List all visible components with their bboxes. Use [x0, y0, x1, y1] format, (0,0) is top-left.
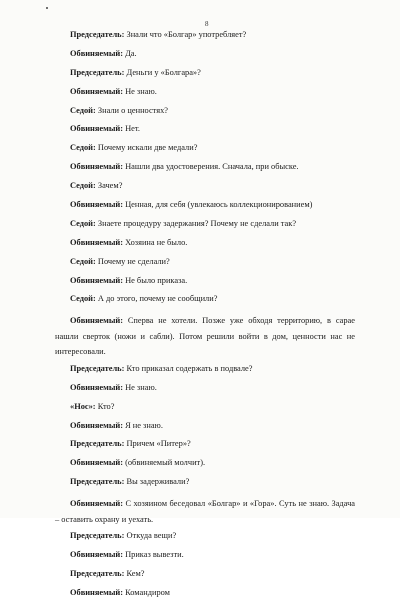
speaker-name: Седой:: [70, 294, 96, 304]
utterance-text: Кто приказал содержать в подвале?: [124, 363, 253, 373]
utterance-text: Кем?: [124, 568, 145, 578]
speaker-name: Седой:: [70, 218, 96, 228]
speaker-name: Обвиняемый:: [70, 458, 123, 468]
transcript-line: [0, 30, 400, 49]
utterance-text: Знаете процедуру задержания? Почему не сделали так?: [95, 218, 297, 228]
utterance-text: Приказ вывезти.: [122, 549, 184, 559]
transcript-line: [0, 588, 400, 607]
transcript-line: [0, 143, 400, 162]
speaker-name: Председатель:: [70, 67, 125, 77]
utterance-text: Почему не сделали?: [95, 256, 170, 266]
speaker-name: Обвиняемый:: [70, 200, 123, 210]
utterance-text: Да.: [122, 48, 137, 58]
utterance-text: Знали что «Болгар» употребляет?: [124, 30, 247, 39]
utterance-text: С хозяином беседовал «Болгар» и «Гора». Суть не знаю. Задача – оставить охрану и уехать.: [55, 499, 355, 524]
speaker-name: Обвиняемый:: [70, 316, 123, 326]
transcript-line: [0, 550, 400, 569]
transcript-line: [0, 313, 400, 360]
speaker-name: Седой:: [70, 181, 96, 191]
speaker-name: Обвиняемый:: [70, 420, 123, 430]
transcript-line: [0, 439, 400, 458]
utterance-text: Сперва не хотели. Позже уже обходя территорию, в сарае нашли сверток (ножи и сабли). Потом решили войти в дом, ценности нас не интересовали.: [55, 316, 355, 357]
transcript-line: [0, 402, 400, 421]
utterance-text: Ценная, для себя (увлекаюсь коллекционированием): [122, 200, 313, 210]
transcript-line: [0, 200, 400, 219]
utterance-text: Хозяина не было.: [122, 237, 188, 247]
transcript-line: [0, 49, 400, 68]
transcript-line: [0, 383, 400, 402]
utterance-text: А до этого, почему не сообщили?: [95, 294, 218, 304]
speaker-name: Председатель:: [70, 531, 125, 541]
transcript-line: [0, 477, 400, 496]
transcript-line: [0, 276, 400, 295]
transcript-line: [0, 219, 400, 238]
speaker-name: Седой:: [70, 105, 96, 115]
utterance-text: Кто?: [95, 401, 115, 411]
utterance-text: Нет.: [122, 124, 140, 134]
utterance-text: Не знаю.: [122, 382, 157, 392]
page-number: 8: [205, 20, 209, 28]
transcript-line: [0, 106, 400, 125]
transcript-line: [0, 496, 400, 527]
speaker-name: Обвиняемый:: [70, 237, 123, 247]
utterance-text: Причем «Питер»?: [124, 439, 191, 449]
speaker-name: Обвиняемый:: [70, 587, 123, 597]
speaker-name: Председатель:: [70, 568, 125, 578]
utterance-text: Зачем?: [95, 181, 123, 191]
transcript-line: [0, 531, 400, 550]
transcript-line: [0, 257, 400, 276]
speaker-name: Обвиняемый:: [70, 382, 123, 392]
utterance-text: Вы задерживали?: [124, 477, 190, 487]
utterance-text: (обвиняемый молчит).: [122, 458, 206, 468]
speaker-name: Седой:: [70, 256, 96, 266]
speaker-name: Обвиняемый:: [70, 48, 123, 58]
transcript-line: [0, 458, 400, 477]
transcript-line: [0, 294, 400, 313]
utterance-text: Командиром: [122, 587, 170, 597]
scan-speck: [46, 7, 48, 9]
utterance-text: Не знаю.: [122, 86, 157, 96]
utterance-text: Почему искали две медали?: [95, 143, 198, 153]
speaker-name: Председатель:: [70, 30, 125, 39]
speaker-name: Председатель:: [70, 439, 125, 449]
transcript-line: [0, 181, 400, 200]
speaker-name: Седой:: [70, 143, 96, 153]
speaker-name: Обвиняемый:: [70, 499, 123, 509]
speaker-name: «Нос»:: [70, 401, 96, 411]
speaker-name: Обвиняемый:: [70, 549, 123, 559]
utterance-text: Деньги у «Болгара»?: [124, 67, 201, 77]
transcript-line: [0, 364, 400, 383]
transcript-line: [0, 87, 400, 106]
transcript: [0, 30, 400, 607]
speaker-name: Обвиняемый:: [70, 86, 123, 96]
transcript-line: [0, 68, 400, 87]
transcript-line: [0, 162, 400, 181]
speaker-name: Обвиняемый:: [70, 124, 123, 134]
transcript-line: [0, 238, 400, 257]
utterance-text: Я не знаю.: [122, 420, 163, 430]
speaker-name: Обвиняемый:: [70, 162, 123, 172]
speaker-name: Председатель:: [70, 363, 125, 373]
transcript-line: [0, 421, 400, 440]
utterance-text: Нашли два удостоверения. Сначала, при обыске.: [122, 162, 299, 172]
utterance-text: Откуда вещи?: [124, 531, 177, 541]
transcript-line: [0, 124, 400, 143]
speaker-name: Председатель:: [70, 477, 125, 487]
transcript-line: [0, 569, 400, 588]
speaker-name: Обвиняемый:: [70, 275, 123, 285]
utterance-text: Знали о ценностях?: [95, 105, 168, 115]
utterance-text: Не было приказа.: [122, 275, 188, 285]
